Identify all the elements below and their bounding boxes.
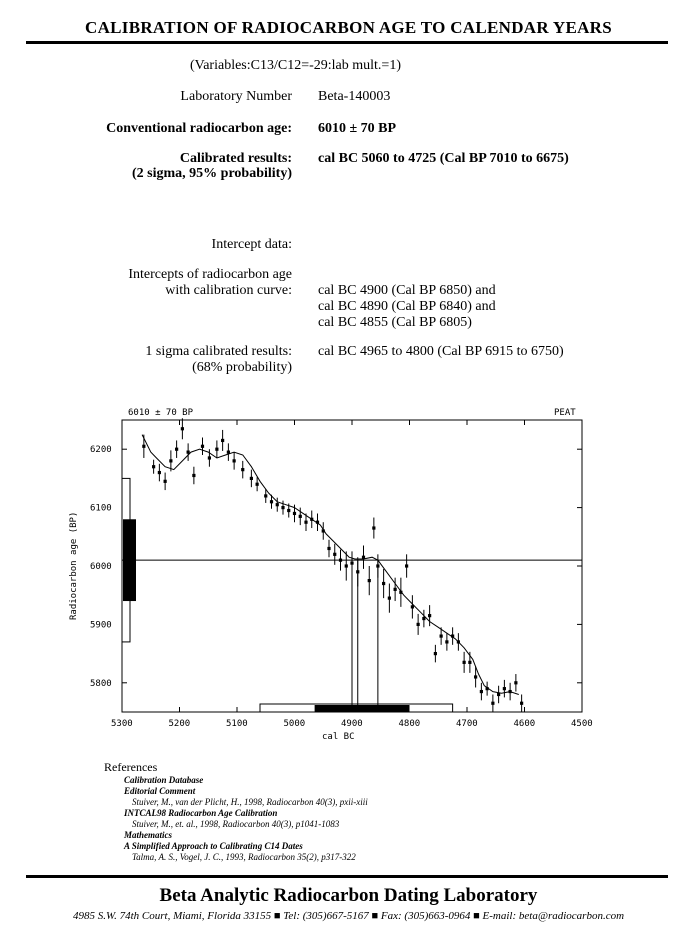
- data-point: [164, 480, 167, 483]
- x-tick-label: 4500: [571, 719, 593, 729]
- calibration-curve: [142, 435, 519, 695]
- x-tick-label: 5100: [226, 719, 248, 729]
- data-point: [208, 456, 211, 459]
- data-point: [152, 465, 155, 468]
- x-tick-label: 5200: [168, 719, 191, 729]
- y-tick-label: 6100: [90, 503, 112, 514]
- data-point: [169, 459, 172, 462]
- references: [104, 762, 368, 863]
- data-point: [345, 564, 348, 567]
- reference-line: INTCAL98 Radiocarbon Age Calibration: [124, 808, 278, 818]
- calibrated-label: Calibrated results:: [179, 151, 292, 166]
- data-point: [233, 459, 236, 462]
- y-tick-label: 5900: [90, 620, 112, 631]
- data-point: [445, 640, 448, 643]
- intercepts-label-1: Intercepts of radiocarbon age: [128, 267, 292, 282]
- data-point: [281, 506, 284, 509]
- one-sigma-sub: (68% probability): [192, 360, 292, 375]
- lab-address: 4985 S.W. 74th Court, Miami, Florida 33155 ■ Tel: (305)667-5167 ■ Fax: (305)663-0964 ■ E-mail: beta@radiocarbon.com: [72, 910, 625, 922]
- x-tick-label: 5000: [283, 719, 306, 729]
- lab-number-value: Beta-140003: [318, 89, 391, 104]
- page-title: CALIBRATION OF RADIOCARBON AGE TO CALENDAR YEARS: [85, 18, 612, 37]
- x-tick-label: 5300: [111, 719, 133, 729]
- data-point: [293, 512, 296, 515]
- conv-age-label: Conventional radiocarbon age:: [106, 121, 292, 136]
- calibrated-1sigma-bar: [315, 705, 410, 712]
- data-point: [434, 652, 437, 655]
- data-point: [142, 445, 145, 448]
- data-point: [158, 471, 161, 474]
- reference-line: Talma, A. S., Vogel, J. C., 1993, Radiocarbon 35(2), p317-322: [132, 852, 356, 862]
- intercept-value: cal BC 4900 (Cal BP 6850) and: [318, 283, 496, 298]
- data-point: [241, 468, 244, 471]
- data-point: [221, 439, 224, 442]
- one-sigma-label: 1 sigma calibrated results:: [145, 344, 292, 359]
- y-tick-label: 6200: [90, 445, 112, 456]
- data-point: [474, 675, 477, 678]
- one-sigma-value: cal BC 4965 to 4800 (Cal BP 6915 to 6750): [318, 344, 564, 359]
- data-point: [304, 521, 307, 524]
- top-rule: [26, 41, 668, 44]
- reference-line: A Simplified Approach to Calibrating C14 Dates: [124, 841, 303, 851]
- references-heading: References: [104, 760, 158, 774]
- conv-age-value: 6010 ± 70 BP: [318, 121, 397, 136]
- data-point: [192, 474, 195, 477]
- chart-subtitle: PEAT: [554, 408, 576, 418]
- x-tick-label: 4600: [513, 719, 536, 729]
- data-point: [270, 500, 273, 503]
- data-point: [388, 597, 391, 600]
- reference-line: Mathematics: [124, 830, 173, 840]
- data-point: [463, 661, 466, 664]
- data-point: [514, 681, 517, 684]
- data-point: [287, 509, 290, 512]
- data-point: [333, 553, 336, 556]
- intercepts-label-2: with calibration curve:: [165, 283, 292, 298]
- data-point: [382, 582, 385, 585]
- lab-name: Beta Analytic Radiocarbon Dating Laboratory: [159, 885, 538, 906]
- data-point: [428, 614, 431, 617]
- data-point: [368, 579, 371, 582]
- data-point: [264, 494, 267, 497]
- reference-line: Editorial Comment: [124, 786, 196, 796]
- y-tick-label: 5800: [90, 678, 112, 689]
- reference-line: Stuiver, M., et. al., 1998, Radiocarbon 40(3), p1041-1083: [132, 819, 340, 829]
- data-point: [491, 702, 494, 705]
- data-point: [394, 588, 397, 591]
- intercept-value: cal BC 4855 (Cal BP 6805): [318, 315, 472, 330]
- data-point: [256, 483, 259, 486]
- data-point: [440, 634, 443, 637]
- data-point: [250, 477, 253, 480]
- data-point: [327, 547, 330, 550]
- calibration-chart: [60, 402, 600, 747]
- variables-note: (Variables:C13/C12=-29:lab mult.=1): [190, 58, 401, 73]
- data-point: [405, 564, 408, 567]
- data-point: [201, 445, 204, 448]
- intercept-value: cal BC 4890 (Cal BP 6840) and: [318, 299, 496, 314]
- data-point: [276, 503, 279, 506]
- x-tick-label: 4700: [456, 719, 478, 729]
- data-point: [175, 448, 178, 451]
- data-point: [503, 687, 506, 690]
- intercept-label: Intercept data:: [211, 237, 292, 252]
- x-axis-label: cal BC: [322, 732, 355, 742]
- chart-title: 6010 ± 70 BP: [128, 408, 194, 418]
- calibrated-sub: (2 sigma, 95% probability): [132, 166, 292, 181]
- x-tick-label: 4900: [341, 719, 363, 729]
- bottom-rule: [26, 875, 668, 878]
- lab-number-label: Laboratory Number: [180, 89, 292, 104]
- data-point: [181, 427, 184, 430]
- x-tick-label: 4800: [398, 719, 421, 729]
- calibrated-value: cal BC 5060 to 4725 (Cal BP 7010 to 6675): [318, 151, 569, 166]
- data-point: [480, 690, 483, 693]
- y-axis-label: Radiocarbon age (BP): [69, 511, 79, 620]
- data-point: [417, 623, 420, 626]
- data-point: [215, 448, 218, 451]
- data-point: [468, 661, 471, 664]
- reference-line: Stuiver, M., van der Plicht, H., 1998, Radiocarbon 40(3), pxii-xiii: [132, 797, 368, 807]
- data-point: [520, 702, 523, 705]
- reference-line: Calibration Database: [124, 775, 204, 785]
- data-point: [372, 526, 375, 529]
- data-point: [299, 515, 302, 518]
- y-tick-label: 6000: [90, 562, 112, 572]
